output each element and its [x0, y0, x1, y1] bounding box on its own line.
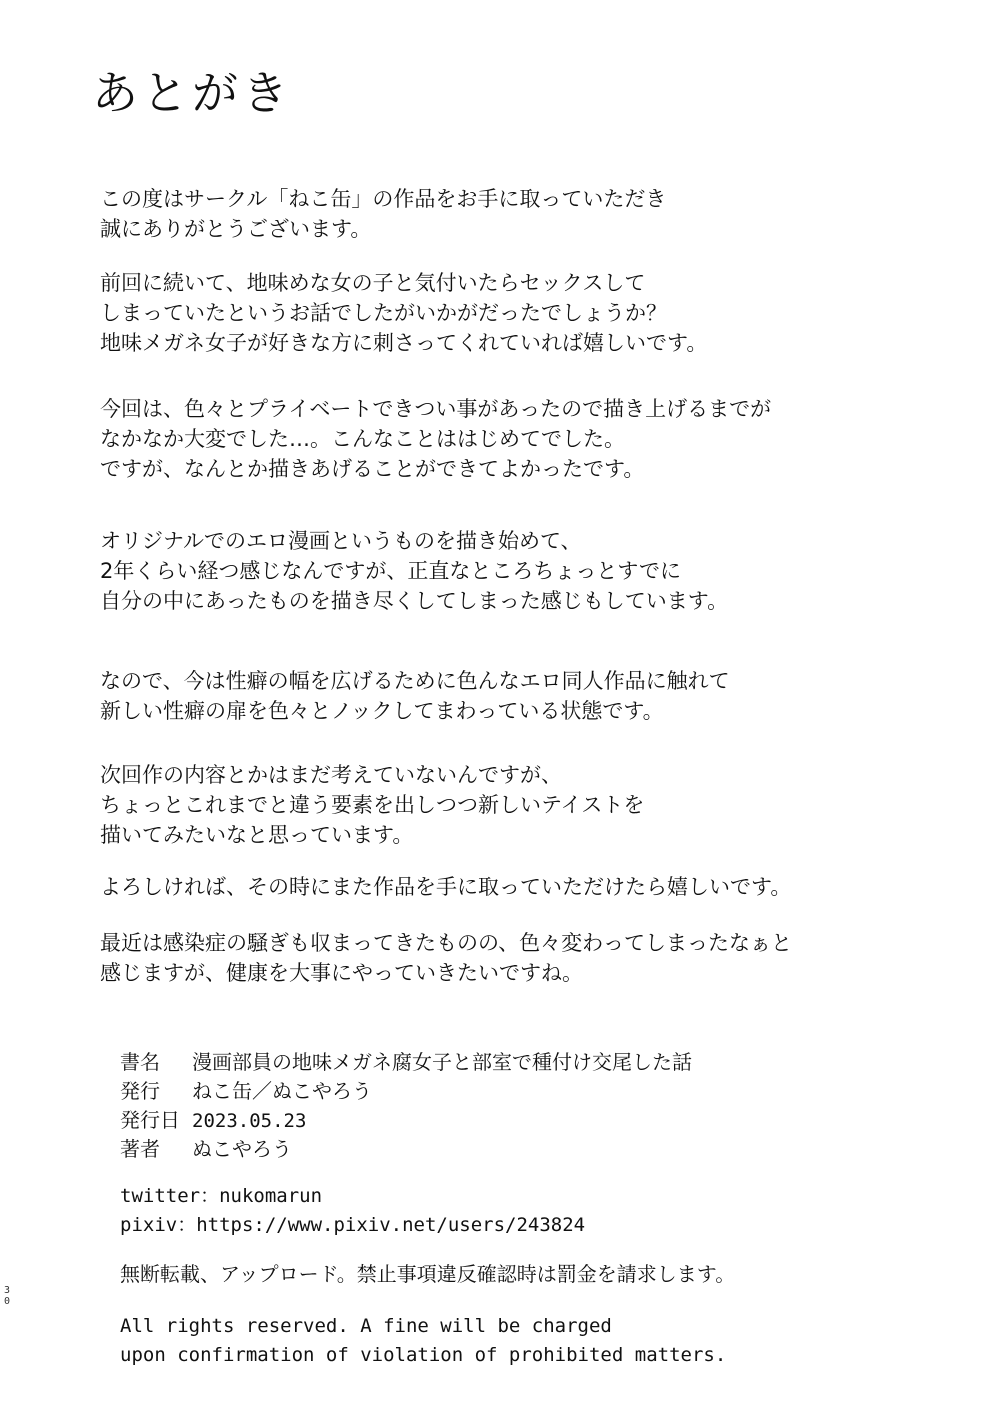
- notice-line: upon confirmation of violation of prohibited matters.: [120, 1344, 727, 1366]
- page-number-digit: 0: [3, 1296, 11, 1307]
- text-line: しまっていたというお話でしたがいかがだったでしょうか？: [100, 301, 667, 325]
- paragraph-2: [100, 268, 707, 358]
- text-line: なかなか大変でした…。こんなことははじめてでした。: [100, 427, 625, 451]
- paragraph-6: [100, 760, 644, 850]
- text-line: 最近は感染症の騒ぎも収まってきたものの、色々変わってしまったなぁと: [100, 931, 792, 955]
- text-line: 今回は、色々とプライベートできつい事があったので描き上げるまでが: [100, 397, 772, 421]
- notice-line: 無断転載、アップロード。禁止事項違反確認時は罰金を請求します。: [120, 1262, 736, 1286]
- colophon-label: 著者: [120, 1137, 160, 1161]
- colophon-label: 発行: [120, 1079, 160, 1103]
- pixiv-url: pixiv：https://www.pixiv.net/users/243824: [120, 1214, 586, 1236]
- text-line: 2年くらい経つ感じなんですが、正直なところちょっとすでに: [100, 559, 681, 583]
- colophon-title-row: [120, 1048, 692, 1077]
- text-line: 感じますが、健康を大事にやっていきたいですね。: [100, 961, 583, 985]
- text-line: 描いてみたいなと思っています。: [100, 823, 414, 847]
- colophon-label: 書名: [120, 1050, 160, 1074]
- paragraph-4: [100, 526, 728, 616]
- colophon: [120, 1048, 692, 1164]
- colophon-label: 発行日: [120, 1108, 180, 1132]
- text-line: 新しい性癖の扉を色々とノックしてまわっている状態です。: [100, 699, 664, 723]
- social-links: [120, 1182, 585, 1240]
- text-line: オリジナルでのエロ漫画というものを描き始めて、: [100, 529, 582, 553]
- paragraph-3: [100, 394, 771, 484]
- text-line: 誠にありがとうございます。: [100, 217, 372, 241]
- colophon-date-row: [120, 1106, 692, 1135]
- text-line: この度はサークル「ねこ缶」の作品をお手に取っていただき: [100, 187, 667, 211]
- notice-line: All rights reserved. A fine will be charged: [120, 1315, 612, 1337]
- publish-date: 2023.05.23: [192, 1110, 307, 1132]
- page-number-digit: 3: [3, 1285, 11, 1296]
- publisher: ねこ缶／ぬこやろう: [192, 1079, 372, 1103]
- page-number: [2, 1285, 12, 1307]
- text-line: 自分の中にあったものを描き尽くしてしまった感じもしています。: [100, 589, 729, 613]
- paragraph-8: [100, 928, 792, 988]
- author: ぬこやろう: [192, 1137, 292, 1161]
- paragraph-7: [100, 872, 791, 902]
- colophon-author-row: [120, 1135, 692, 1164]
- text-line: ちょっとこれまでと違う要素を出しつつ新しいテイストを: [100, 793, 645, 817]
- page-title: あとがき: [92, 66, 292, 120]
- text-line: 前回に続いて、地味めな女の子と気付いたらセックスして: [100, 271, 646, 295]
- paragraph-5: [100, 666, 730, 726]
- text-line: 地味メガネ女子が好きな方に刺さってくれていれば嬉しいです。: [100, 331, 708, 355]
- text-line: よろしければ、その時にまた作品を手に取っていただけたら嬉しいです。: [100, 875, 792, 899]
- notice-japanese: [120, 1260, 735, 1289]
- text-line: 次回作の内容とかはまだ考えていないんですが、: [100, 763, 562, 787]
- book-title: 漫画部員の地味メガネ腐女子と部室で種付け交尾した話: [192, 1050, 692, 1074]
- notice-english: [120, 1312, 726, 1370]
- paragraph-1: [100, 184, 666, 244]
- colophon-publisher-row: [120, 1077, 692, 1106]
- text-line: ですが、なんとか描きあげることができてよかったです。: [100, 457, 645, 481]
- text-line: なので、今は性癖の幅を広げるために色んなエロ同人作品に触れて: [100, 669, 730, 693]
- twitter-handle: twitter：nukomarun: [120, 1185, 323, 1207]
